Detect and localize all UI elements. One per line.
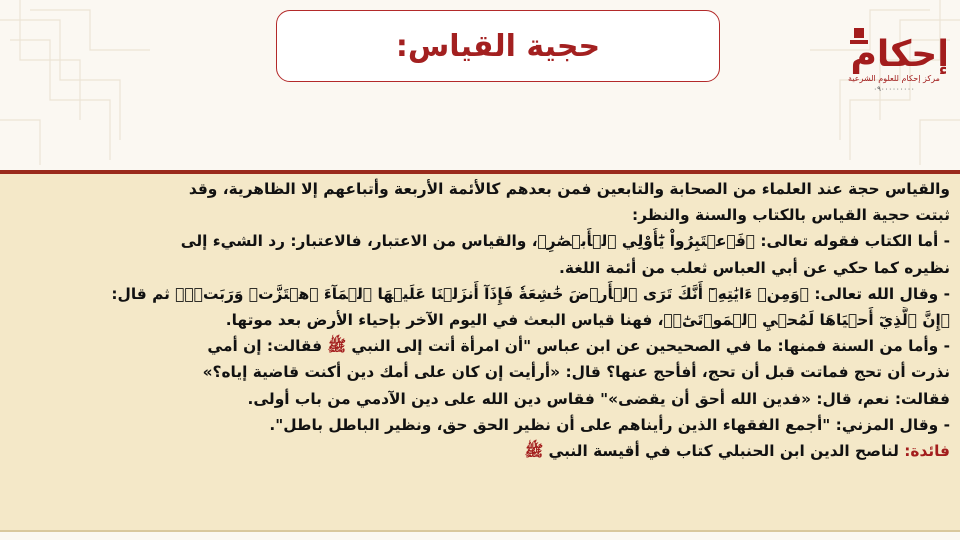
logo-name: إحكام	[850, 34, 946, 74]
content-text	[0, 174, 960, 464]
quran-evidence-line-2: نظيره كما حكي عن أبي العباس ثعلب من أئمة اللغة.	[559, 258, 950, 277]
muzani-quote: - وقال المزني: "أجمع الفقهاء الذين رأيناهم على أن نظير الحق حق، ونظير الباطل باطل".	[269, 415, 950, 434]
fawaid-text: لناصح الدين ابن الحنبلي كتاب في أقيسة النبي	[548, 442, 899, 461]
quran-verse-line-1: - وقال الله تعالى: ﴿وَمِنۡ ءَايَٰتِهِۦٓ أَنَّكَ تَرَى ٱلۡأَرۡضَ خَٰشِعَةٗ فَإِذَآ أَنزَلۡنَا عَلَيۡهَا ٱلۡمَآءَ ٱهۡتَزَّتۡ وَرَبَتۡۚ﴾ ثم قال:	[111, 284, 950, 303]
page-title: حجية القياس:	[395, 28, 601, 64]
logo-mark-icon	[846, 22, 946, 74]
honorific-icon: ﷺ	[327, 337, 347, 356]
quran-verse-line-2: ﴿إِنَّ ٱلَّذِيٓ أَحۡيَاهَا لَمُحۡيِ ٱلۡمَوۡتَىٰٓۚ﴾، فهنا قياس البعث في اليوم الآخر بإحياء الأرض بعد موتها.	[225, 311, 950, 330]
logo-subtitle: مركز إحكام للعلوم الشرعية	[848, 74, 940, 83]
quran-evidence-line-1: - أما الكتاب فقوله تعالى: ﴿فَٱعۡتَبِرُواْ يَٰٓأُوْلِي ٱلۡأَبۡصَٰرِ﴾، والقياس من الاعتبار، فالاعتبار: رد الشيء إلى	[180, 232, 950, 251]
title-box	[276, 10, 720, 82]
fawaid-label: فائدة:	[904, 442, 950, 461]
fawaid-line	[12, 438, 950, 464]
sunnah-evidence-line-2: نذرت أن تحج فماتت قبل أن تحج، أفأحج عنها؟ قال: «أرأيت إن كان على أمك دين أكنت قاضية إياه؟»	[202, 363, 950, 382]
content-panel	[0, 170, 960, 532]
honorific-icon: ﷺ	[524, 442, 544, 461]
sunnah-evidence-line-3: فقالت: نعم، قال: «فدين الله أحق أن يقضى»" فقاس دين الله على دين الآدمي من باب أولى.	[247, 389, 950, 408]
intro-line-2: ثبتت حجية القياس بالكتاب والسنة والنظر:	[632, 206, 950, 225]
sunnah-line-1-end: فقالت: إن أمي	[207, 337, 323, 356]
logo-phone: ٠٩٠٠٠٠٠٠٠٠٠	[873, 85, 915, 93]
sunnah-line-1-start: - وأما من السنة فمنها: ما في الصحيحين عن ابن عباس "أن امرأة أتت إلى النبي	[351, 337, 950, 356]
sunnah-evidence-line-1	[12, 333, 950, 359]
intro-line-1: والقياس حجة عند العلماء من الصحابة والتابعين فمن بعدهم كالأئمة الأربعة وأتباعهم إلا الظاهرية، وقد	[188, 180, 950, 198]
logo-subtitle-block	[846, 74, 942, 94]
